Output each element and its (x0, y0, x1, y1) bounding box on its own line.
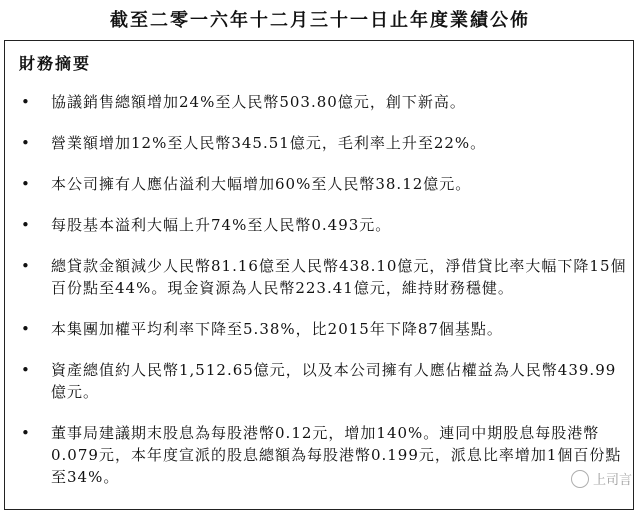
section-heading: 財務摘要 (19, 54, 92, 73)
list-item (19, 91, 629, 113)
list-item (19, 422, 629, 488)
list-item (19, 318, 629, 340)
watermark (571, 469, 632, 488)
list-item-text: 總貸款金額減少人民幣81.16億至人民幣438.10億元，淨借貸比率大幅下降15個百份點至44%。現金資源為人民幣223.41億元，維持財務穩健。 (51, 257, 627, 297)
bullet-icon: • (21, 361, 31, 379)
bullet-icon: • (21, 320, 31, 338)
financial-summary-box (4, 40, 634, 510)
page-title: 截至二零一六年十二月三十一日止年度業績公佈 (110, 10, 530, 31)
bullet-icon: • (21, 424, 31, 442)
list-item (19, 359, 629, 403)
watermark-text: 上司言 (592, 473, 632, 488)
bullet-icon: • (21, 134, 31, 152)
bullet-icon: • (21, 93, 31, 111)
list-item-text: 本集團加權平均利率下降至5.38%，比2015年下降87個基點。 (51, 320, 503, 338)
list-item-text: 營業額增加12%至人民幣345.51億元，毛利率上升至22%。 (51, 134, 487, 152)
wechat-logo-icon (571, 470, 589, 488)
list-item-text: 資產總值約人民幣1,512.65億元，以及本公司擁有人應佔權益為人民幣439.99億元。 (51, 361, 617, 401)
list-item-text: 協議銷售總額增加24%至人民幣503.80億元，創下新高。 (51, 93, 466, 111)
list-item (19, 255, 629, 299)
list-item-text: 本公司擁有人應佔溢利大幅增加60%至人民幣38.12億元。 (51, 175, 472, 193)
list-item (19, 214, 629, 236)
bullet-list (19, 91, 629, 507)
bullet-icon: • (21, 257, 31, 275)
bullet-icon: • (21, 175, 31, 193)
bullet-icon: • (21, 216, 31, 234)
list-item (19, 173, 629, 195)
list-item (19, 132, 629, 154)
list-item-text: 董事局建議期末股息為每股港幣0.12元，增加140%。連同中期股息每股港幣0.079元，本年度宣派的股息總額為每股港幣0.199元，派息比率增加1個百份點至34%。 (51, 424, 622, 486)
list-item-text: 每股基本溢利大幅上升74%至人民幣0.493元。 (51, 216, 392, 234)
